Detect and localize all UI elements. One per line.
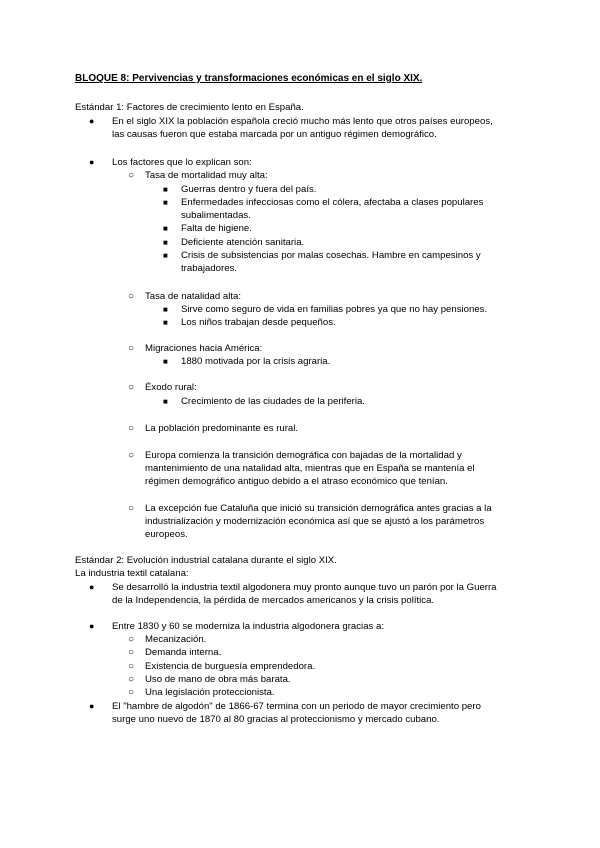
bullet-square-icon: ■ — [163, 357, 168, 366]
text-line: 1880 motivada por la crisis agraria. — [181, 356, 331, 367]
page-title: BLOQUE 8: Pervivencias y transformaciones económicas en el siglo XIX. — [75, 73, 423, 84]
standard-2-heading: Estándar 2: Evolución industrial catalana durante el siglo XIX. — [75, 555, 337, 566]
text-line: Enfermedades infecciosas como el cólera, afectaba a clases populares — [181, 197, 484, 208]
text-line: trabajadores. — [181, 263, 237, 274]
text-line: Europa comienza la transición demográfica con bajadas de la mortalidad y — [145, 450, 462, 461]
bullet-circle-icon: ○ — [128, 382, 135, 393]
text-line: La excepción fue Cataluña que inició su transición demográfica antes gracias a la — [145, 503, 492, 514]
text-line: Guerras dentro y fuera del país. — [181, 184, 317, 195]
text-line: industrialización y modernización económica así que se ajustó a los parámetros — [145, 516, 485, 527]
bullet-dot-icon: ● — [89, 157, 95, 167]
bullet-square-icon: ■ — [163, 185, 168, 194]
text-line: Entre 1830 y 60 se moderniza la industria algodonera gracias a: — [112, 621, 384, 632]
bullet-circle-icon: ○ — [128, 423, 135, 434]
bullet-circle-icon: ○ — [128, 634, 135, 645]
bullet-square-icon: ■ — [163, 238, 168, 247]
text-line: Tasa de natalidad alta: — [145, 291, 242, 302]
text-line: Falta de higiene. — [181, 223, 252, 234]
text-line: Migraciones hacia América: — [145, 343, 263, 354]
bullet-square-icon: ■ — [163, 318, 168, 327]
bullet-circle-icon: ○ — [128, 687, 135, 698]
text-line: La población predominante es rural. — [145, 423, 299, 434]
bullet-circle-icon: ○ — [128, 674, 135, 685]
text-line: subalimentadas. — [181, 210, 251, 221]
text-line: Mecanización. — [145, 634, 207, 645]
text-line: europeos. — [145, 529, 188, 540]
text-line: Una legislación proteccionista. — [145, 687, 275, 698]
bullet-square-icon: ■ — [163, 224, 168, 233]
bullet-dot-icon: ● — [89, 701, 95, 711]
text-line: Crisis de subsistencias por malas cosechas. Hambre en campesinos y — [181, 250, 481, 261]
bullet-square-icon: ■ — [163, 198, 168, 207]
bullet-dot-icon: ● — [89, 116, 95, 126]
text-line: Demanda interna. — [145, 647, 222, 658]
bullet-circle-icon: ○ — [128, 343, 135, 354]
text-line: Tasa de mortalidad muy alta: — [145, 170, 268, 181]
bullet-circle-icon: ○ — [128, 503, 135, 514]
bullet-dot-icon: ● — [89, 621, 95, 631]
bullet-dot-icon: ● — [89, 582, 95, 592]
bullet-circle-icon: ○ — [128, 450, 135, 461]
text-line: de la Independencia, la pérdida de mercados americanos y la crisis política. — [112, 595, 435, 606]
bullet-circle-icon: ○ — [128, 647, 135, 658]
bullet-square-icon: ■ — [163, 251, 168, 260]
standard-1-heading: Estándar 1: Factores de crecimiento lento en España. — [75, 102, 304, 113]
text-line: Uso de mano de obra más barata. — [145, 674, 291, 685]
text-line: mantenimiento de una natalidad alta, mientras que en España se mantenía el — [145, 463, 475, 474]
bullet-square-icon: ■ — [163, 305, 168, 314]
bullet-circle-icon: ○ — [128, 661, 135, 672]
text-line: surge uno nuevo de 1870 al 80 gracias al proteccionismo y mercado cubano. — [112, 714, 440, 725]
text-line: Éxodo rural: — [145, 382, 197, 393]
text-line: El "hambre de algodón" de 1866-67 termina con un periodo de mayor crecimiento pero — [112, 701, 481, 712]
text-line: Deficiente atención sanitaria. — [181, 237, 305, 248]
text-line: Crecimiento de las ciudades de la periferia. — [181, 396, 365, 407]
text-line: Existencia de burguesía emprendedora. — [145, 661, 316, 672]
text-line: las causas fueron que estaba marcada por un antiguo régimen demográfico. — [112, 129, 437, 140]
text-line: Sirve como seguro de vida en familias pobres ya que no hay pensiones. — [181, 304, 488, 315]
text-line: En el siglo XIX la población española creció mucho más lento que otros países europeos, — [112, 116, 493, 127]
subheading: La industria textil catalana: — [75, 568, 189, 579]
bullet-square-icon: ■ — [163, 397, 168, 406]
text-line: Los factores que lo explican son: — [112, 157, 252, 168]
text-line: Se desarrolló la industria textil algodonera muy pronto aunque tuvo un parón por la Guerra — [112, 582, 497, 593]
bullet-circle-icon: ○ — [128, 170, 135, 181]
text-line: régimen demográfico antiguo debido a el atraso económico que tenían. — [145, 476, 448, 487]
bullet-circle-icon: ○ — [128, 291, 135, 302]
text-line: Los niños trabajan desde pequeños. — [181, 317, 336, 328]
